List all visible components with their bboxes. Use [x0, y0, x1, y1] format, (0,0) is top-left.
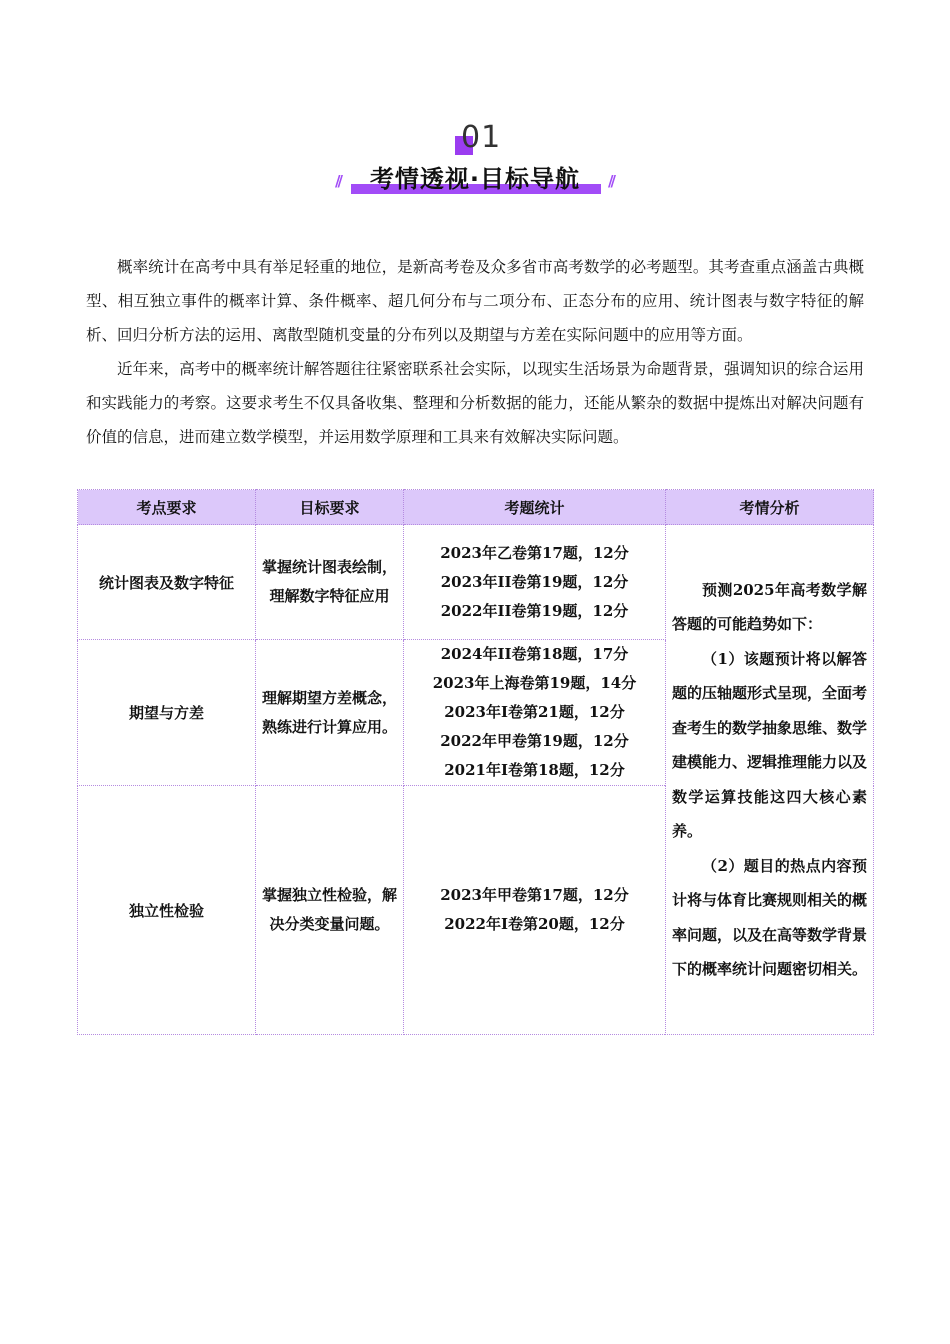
- section-title: 考情透视·目标导航: [369, 165, 581, 193]
- stats-cell: [404, 786, 666, 1035]
- intro-paragraph: 近年来，高考中的概率统计解答题往往紧密联系社会实际，以现实生活场景为命题背景，强调知识的综合运用和实践能力的考察。这要求考生不仅具备收集、整理和分析数据的能力，还能从繁杂的数据中提炼出对解决问题有价值的信息，进而建立数学模型，并运用数学原理和工具来有效解决实际问题。: [86, 360, 864, 446]
- stat-line: 2023年甲卷第17题，12分: [440, 886, 629, 904]
- header-analysis: 考情分析: [666, 490, 874, 525]
- stats-cell: [404, 640, 666, 786]
- header-stats: 考题统计: [404, 490, 666, 525]
- header-topic: 考点要求: [78, 490, 256, 525]
- stat-line: 2022年II卷第19题，12分: [440, 601, 629, 620]
- stat-line: 2023年II卷第19题，12分: [440, 572, 629, 591]
- stats-cell: [404, 525, 666, 640]
- table-header-row: [78, 490, 874, 525]
- section-number-badge: [455, 118, 515, 162]
- table-row: [78, 525, 874, 640]
- intro-text: [86, 250, 864, 454]
- header-goal: 目标要求: [256, 490, 404, 525]
- topic-cell: 统计图表及数字特征: [78, 525, 256, 640]
- topic-cell: 独立性检验: [78, 786, 256, 1035]
- stat-line: 2022年I卷第20题，12分: [444, 915, 625, 933]
- analysis-paragraph: （1）该题预计将以解答题的压轴题形式呈现，全面考查考生的数学抽象思维、数学建模能力、逻辑推理能力以及数学运算技能这四大核心素养。: [672, 649, 868, 840]
- exam-analysis-table: [77, 489, 874, 1035]
- stat-line: 2023年I卷第21题，12分: [444, 703, 625, 721]
- stat-line: 2022年甲卷第19题，12分: [440, 732, 629, 750]
- analysis-paragraph: （2）题目的热点内容预计将与体育比赛规则相关的概率问题，以及在高等数学背景下的概率统计问题密切相关。: [672, 856, 868, 978]
- section-number: 01: [461, 120, 502, 155]
- analysis-cell: [666, 525, 874, 1035]
- stat-line: 2024年II卷第18题，17分: [440, 645, 629, 663]
- slash-decoration-left: //: [335, 172, 340, 190]
- stat-line: 2021年I卷第18题，12分: [444, 761, 625, 779]
- slash-decoration-right: //: [608, 172, 613, 190]
- analysis-paragraph: 预测2025年高考数学解答题的可能趋势如下：: [672, 580, 867, 633]
- stat-line: 2023年乙卷第17题，12分: [440, 543, 629, 562]
- goal-cell: 掌握统计图表绘制，理解数字特征应用: [256, 525, 404, 640]
- goal-cell: 掌握独立性检验，解决分类变量问题。: [256, 786, 404, 1035]
- stat-line: 2023年上海卷第19题，14分: [432, 674, 637, 692]
- goal-cell: 理解期望方差概念，熟练进行计算应用。: [256, 640, 404, 786]
- intro-paragraph: 概率统计在高考中具有举足轻重的地位，是新高考卷及众多省市高考数学的必考题型。其考查重点涵盖古典概型、相互独立事件的概率计算、条件概率、超几何分布与二项分布、正态分布的应用、统计图表与数字特征的解析、回归分析方法的运用、离散型随机变量的分布列以及期望与方差在实际问题中的应用等方面。: [86, 258, 864, 344]
- topic-cell: 期望与方差: [78, 640, 256, 786]
- section-title-banner: [330, 160, 620, 200]
